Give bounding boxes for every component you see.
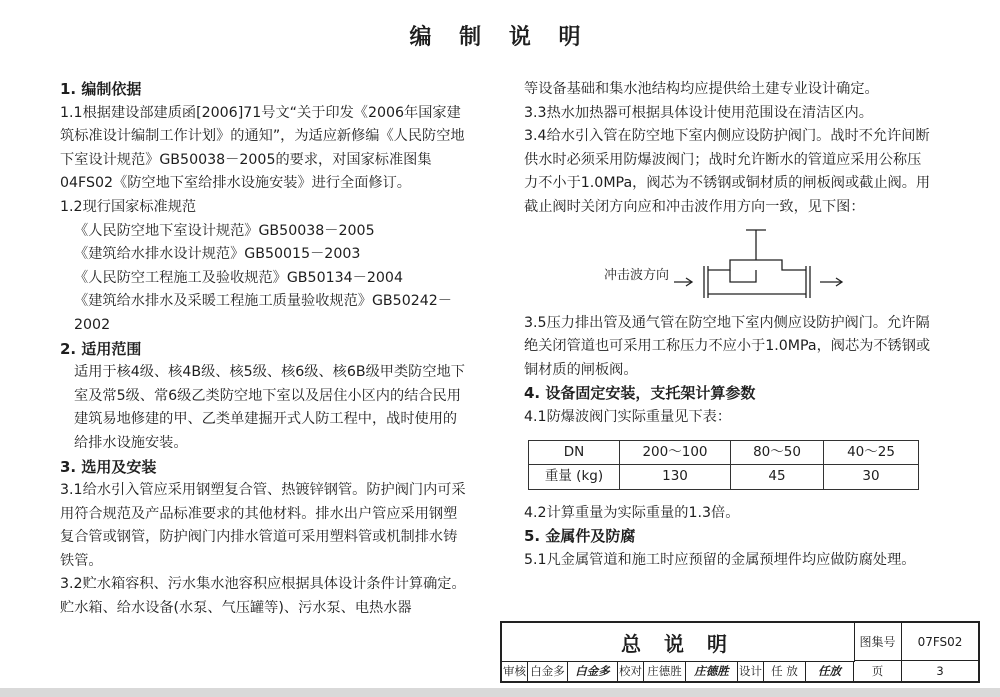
shock-wave-direction-label: 冲击波方向 [604, 267, 670, 283]
valve-seat [730, 270, 756, 282]
check-label: 校对 [618, 661, 644, 681]
designer-name: 任 放 [764, 661, 806, 681]
reviewer-signature: 白金多 [568, 661, 618, 681]
reviewer-name: 白金多 [528, 661, 568, 681]
right-column [524, 78, 934, 573]
section-3-heading: 3. 选用及安装 [60, 457, 157, 476]
section-4-heading: 4. 设备固定安装，支托架计算参数 [524, 384, 756, 403]
designer-signature: 任放 [806, 661, 854, 681]
section-3-1-text: 3.1给水引入管应采用钢塑复合管、热镀锌钢管。防护阀门内可采用符合规范及产品标准要求的其他材料。排水出户管应采用钢塑复合管或钢管，防护阀门内排水管道可采用塑料管或机制排水铸铁管。 [60, 482, 466, 569]
section-3-2-text: 3.2贮水箱容积、污水集水池容积应根据具体设计条件计算确定。贮水箱、给水设备(水泵、气压罐等)、污水泵、电热水器 [60, 576, 466, 617]
standard-item: 《建筑给水排水及采暖工程施工质量验收规范》GB50242－2002 [74, 293, 452, 333]
design-label: 设计 [738, 661, 764, 681]
standard-item: 《人民防空工程施工及验收规范》GB50134－2004 [74, 269, 403, 286]
table-header-cell: 200～100 [620, 440, 731, 465]
table-cell: 重量 (kg) [529, 465, 620, 490]
table-cell: 45 [731, 465, 824, 490]
table-header-cell: 40～25 [824, 440, 919, 465]
section-5-heading: 5. 金属件及防腐 [524, 527, 636, 546]
title-block-main: 总 说 明 [502, 623, 855, 662]
section-5-1-text: 5.1凡金属管道和施工时应预留的金属预埋件均应做防腐处理。 [524, 551, 916, 568]
section-3-3-text: 3.3热水加热器可根据具体设计使用范围设在清洁区内。 [524, 104, 873, 121]
section-1-2-text: 1.2现行国家标准规范 [60, 198, 197, 215]
page-title: 编 制 说 明 [409, 25, 591, 50]
left-column [60, 78, 470, 621]
section-4-1-text: 4.1防爆波阀门实际重量见下表： [524, 408, 732, 425]
checker-signature: 庄德胜 [686, 661, 738, 681]
table-header-cell: 80～50 [731, 440, 824, 465]
valve-diagram [524, 220, 934, 312]
checker-name: 庄德胜 [644, 661, 686, 681]
section-2-heading: 2. 适用范围 [60, 339, 142, 358]
page-number: 3 [936, 664, 944, 678]
title-block-signatures [502, 661, 978, 681]
valve-right-flange [806, 266, 810, 298]
table-header-row [529, 440, 919, 465]
section-3-5-text: 3.5压力排出管及通气管在防空地下室内侧应设防护阀门。允许隔绝关闭管道也可采用工称压力不应小于1.0MPa，阀芯为不锈钢或铜材质的闸板阀。 [524, 314, 931, 378]
section-3-4-text: 3.4给水引入管在防空地下室内侧应设防护阀门。战时不允许间断供水时必须采用防爆波阀门；战时允许断水的管道应采用公称压力不小于1.0MPa，阀芯为不锈钢或铜材质的闸板阀或截止阀。用截止阀时关闭方向应和冲击波作用方向一致，见下图： [524, 128, 931, 215]
section-1-1-text: 1.1根据建设部建质函[2006]71号文“关于印发《2006年国家建筑标准设计编制工作计划》的通知”，为适应新修编《人民防空地下室设计规范》GB50038－2005的要求，对国家标准图集04FS02《防空地下室给排水设施安装》进行全面修订。 [60, 104, 465, 192]
standard-item: 《人民防空地下室设计规范》GB50038－2005 [74, 222, 375, 239]
title-block [500, 621, 980, 683]
table-cell: 30 [824, 465, 919, 490]
page-label: 页 [854, 661, 902, 681]
section-3-2-continued: 等设备基础和集水池结构均应提供给土建专业设计确定。 [524, 81, 879, 97]
atlas-number: 07FS02 [902, 623, 978, 661]
section-4-2-text: 4.2计算重量为实际重量的1.3倍。 [524, 504, 740, 521]
table-header-cell: DN [529, 440, 620, 465]
table-cell: 130 [620, 465, 731, 490]
section-1-heading: 1. 编制依据 [60, 80, 142, 98]
valve-body-top [708, 260, 806, 270]
review-label: 审核 [502, 661, 528, 681]
standard-item: 《建筑给水排水设计规范》GB50015－2003 [74, 246, 361, 263]
valve-drawing [524, 220, 934, 312]
table-row [529, 465, 919, 490]
valve-weight-table [528, 440, 919, 490]
section-2-text: 适用于核4级、核4B级、核5级、核6级、核6B级甲类防空地下室及常5级、常6级乙类防空地下室以及居住小区内的结合民用建筑易地修建的甲、乙类单建掘开式人防工程中，战时使用的给排水设施安装。 [74, 364, 465, 451]
atlas-label: 图集号 [854, 623, 902, 661]
valve-left-flange [704, 266, 708, 298]
scan-bottom-edge [0, 688, 1000, 697]
